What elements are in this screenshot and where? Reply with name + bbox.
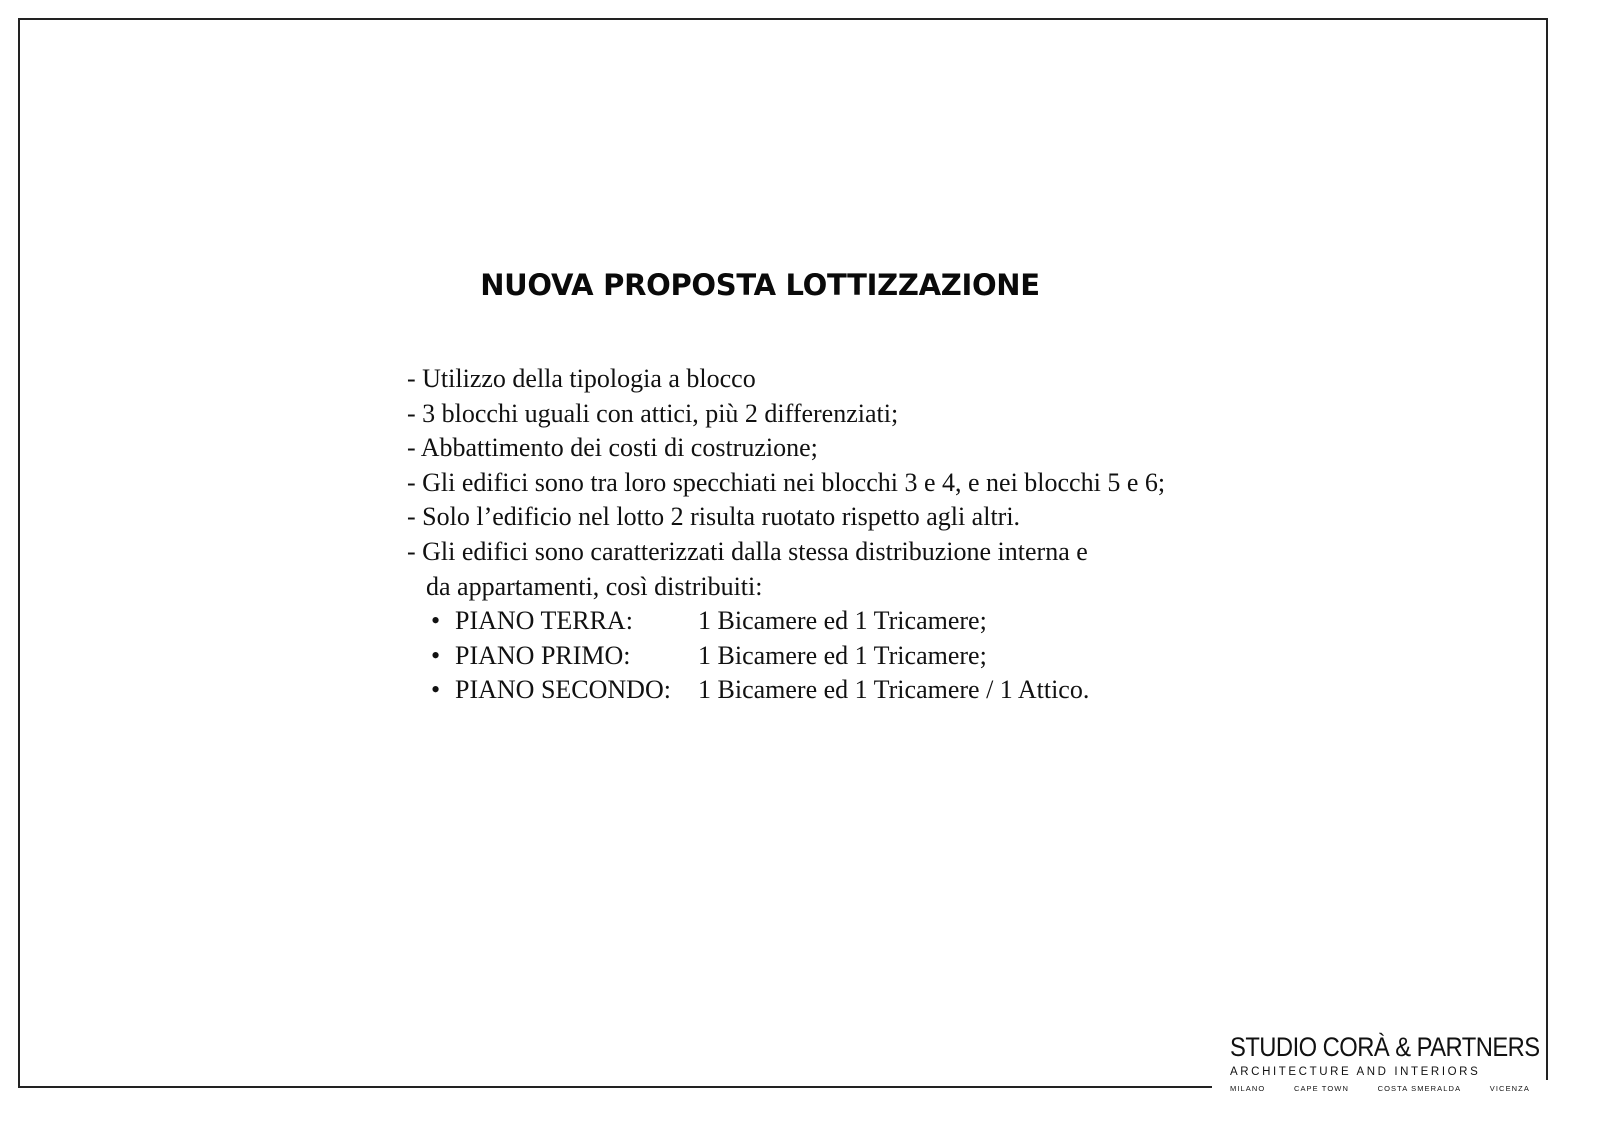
floor-item-first bbox=[407, 639, 1307, 674]
bullet-dot: • bbox=[431, 640, 441, 670]
logo-name: STUDIO CORÀ & PARTNERS bbox=[1230, 1032, 1540, 1062]
logo-city: COSTA SMERALDA bbox=[1377, 1084, 1462, 1093]
bullet-line-3: - Abbattimento dei costi di costruzione; bbox=[407, 433, 818, 463]
logo-city: MILANO bbox=[1230, 1084, 1266, 1093]
logo-tagline: ARCHITECTURE AND INTERIORS bbox=[1230, 1066, 1481, 1078]
page-title: NUOVA PROPOSTA LOTTIZZAZIONE bbox=[480, 268, 1040, 302]
floor-label: PIANO SECONDO: bbox=[455, 675, 671, 705]
logo-cities bbox=[1230, 1084, 1530, 1093]
floor-label: PIANO PRIMO: bbox=[455, 640, 631, 670]
floor-units: 1 Bicamere ed 1 Tricamere; bbox=[698, 640, 987, 670]
logo-city: CAPE TOWN bbox=[1293, 1084, 1349, 1093]
floor-units: 1 Bicamere ed 1 Tricamere / 1 Attico. bbox=[698, 675, 1090, 705]
floor-label: PIANO TERRA: bbox=[455, 606, 633, 636]
bullet-dot: • bbox=[431, 675, 441, 705]
logo-city: VICENZA bbox=[1489, 1084, 1530, 1093]
bullet-line-5: - Solo l’edificio nel lotto 2 risulta ruotato rispetto agli altri. bbox=[407, 502, 1021, 532]
bullet-line-2: - 3 blocchi uguali con attici, più 2 differenziati; bbox=[407, 398, 899, 428]
bullet-line-6: - Gli edifici sono caratterizzati dalla stessa distribuzione interna e bbox=[407, 536, 1088, 566]
floor-item-ground bbox=[407, 604, 1307, 639]
proposal-body bbox=[407, 362, 1307, 708]
bullet-line-4: - Gli edifici sono tra loro specchiati nei blocchi 3 e 4, e nei blocchi 5 e 6; bbox=[407, 467, 1166, 497]
bullet-dot: • bbox=[431, 606, 441, 636]
floor-units: 1 Bicamere ed 1 Tricamere; bbox=[698, 606, 987, 636]
bullet-line-1: - Utilizzo della tipologia a blocco bbox=[407, 364, 756, 393]
studio-logo bbox=[1230, 1032, 1540, 1093]
floor-item-second bbox=[407, 673, 1307, 708]
bullet-line-6-continuation: da appartamenti, così distribuiti: bbox=[426, 571, 763, 601]
